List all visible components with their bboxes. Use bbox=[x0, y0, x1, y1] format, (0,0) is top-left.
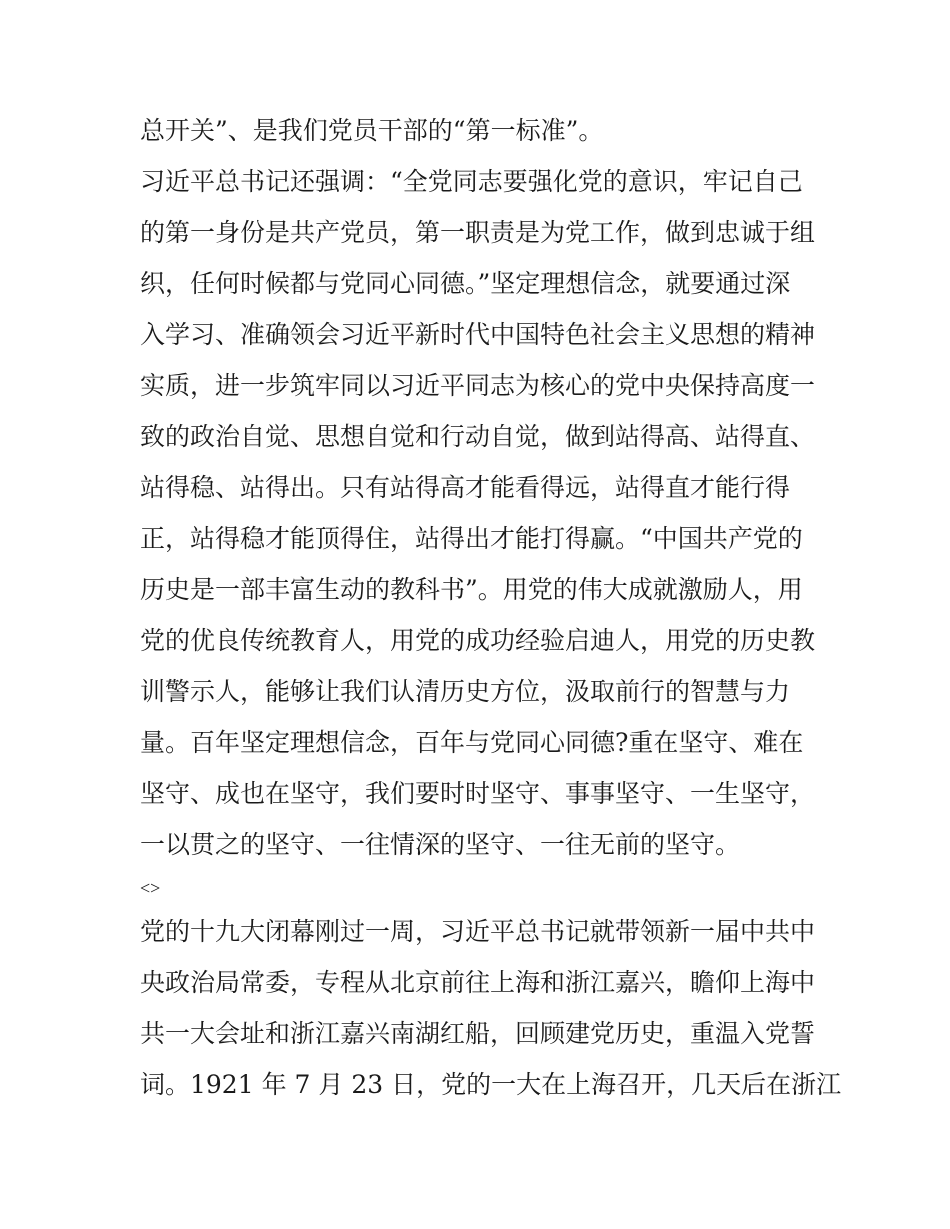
text-line: 织，任何时候都与党同心同德。”坚定理想信念，就要通过深 bbox=[140, 269, 791, 298]
text-line: 央政治局常委，专程从北京前往上海和浙江嘉兴，瞻仰上海中 bbox=[140, 968, 816, 997]
text-line: 入学习、准确领会习近平新时代中国特色社会主义思想的精神 bbox=[140, 320, 816, 349]
paragraph-3 bbox=[140, 906, 842, 1110]
text-line: 坚守、成也在坚守，我们要时时坚守、事事坚守、一生坚守， bbox=[140, 779, 816, 808]
text-line: 实质，进一步筑牢同以习近平同志为核心的党中央保持高度一 bbox=[140, 371, 816, 400]
text-line: 量。百年坚定理想信念，百年与党同心同德?重在坚守、难在 bbox=[140, 728, 804, 757]
paragraph-2 bbox=[140, 156, 820, 870]
section-marker: <> bbox=[140, 878, 161, 898]
text-line: 站得稳、站得出。只有站得高才能看得远，站得直才能行得 bbox=[140, 473, 791, 502]
text-line: 历史是一部丰富生动的教科书”。用党的伟大成就激励人，用 bbox=[140, 575, 803, 604]
text-line: 致的政治自觉、思想自觉和行动自觉，做到站得高、站得直、 bbox=[140, 422, 816, 451]
document-body bbox=[140, 105, 842, 1110]
text-line: 党的优良传统教育人，用党的成功经验启迪人，用党的历史教 bbox=[140, 626, 816, 655]
text-line: 党的十九大闭幕刚过一周，习近平总书记就带领新一届中共中 bbox=[140, 917, 816, 946]
paragraph-1 bbox=[140, 105, 820, 156]
text-line: 训警示人，能够让我们认清历史方位，汲取前行的智慧与力 bbox=[140, 677, 791, 706]
text-line: 词。1921 年 7 月 23 日，党的一大在上海召开，几天后在浙江 bbox=[140, 1070, 842, 1099]
text-line: 共一大会址和浙江嘉兴南湖红船，回顾建党历史，重温入党誓 bbox=[140, 1019, 816, 1048]
text-line: 习近平总书记还强调：“全党同志要强化党的意识，牢记自己 bbox=[140, 167, 803, 196]
text-line: 总开关”、是我们党员干部的“第一标准”。 bbox=[140, 116, 604, 145]
text-line: 正，站得稳才能顶得住，站得出才能打得赢。“中国共产党的 bbox=[140, 524, 803, 553]
text-line: 一以贯之的坚守、一往情深的坚守、一往无前的坚守。 bbox=[140, 830, 741, 859]
text-line: 的第一身份是共产党员，第一职责是为党工作，做到忠诚于组 bbox=[140, 218, 816, 247]
